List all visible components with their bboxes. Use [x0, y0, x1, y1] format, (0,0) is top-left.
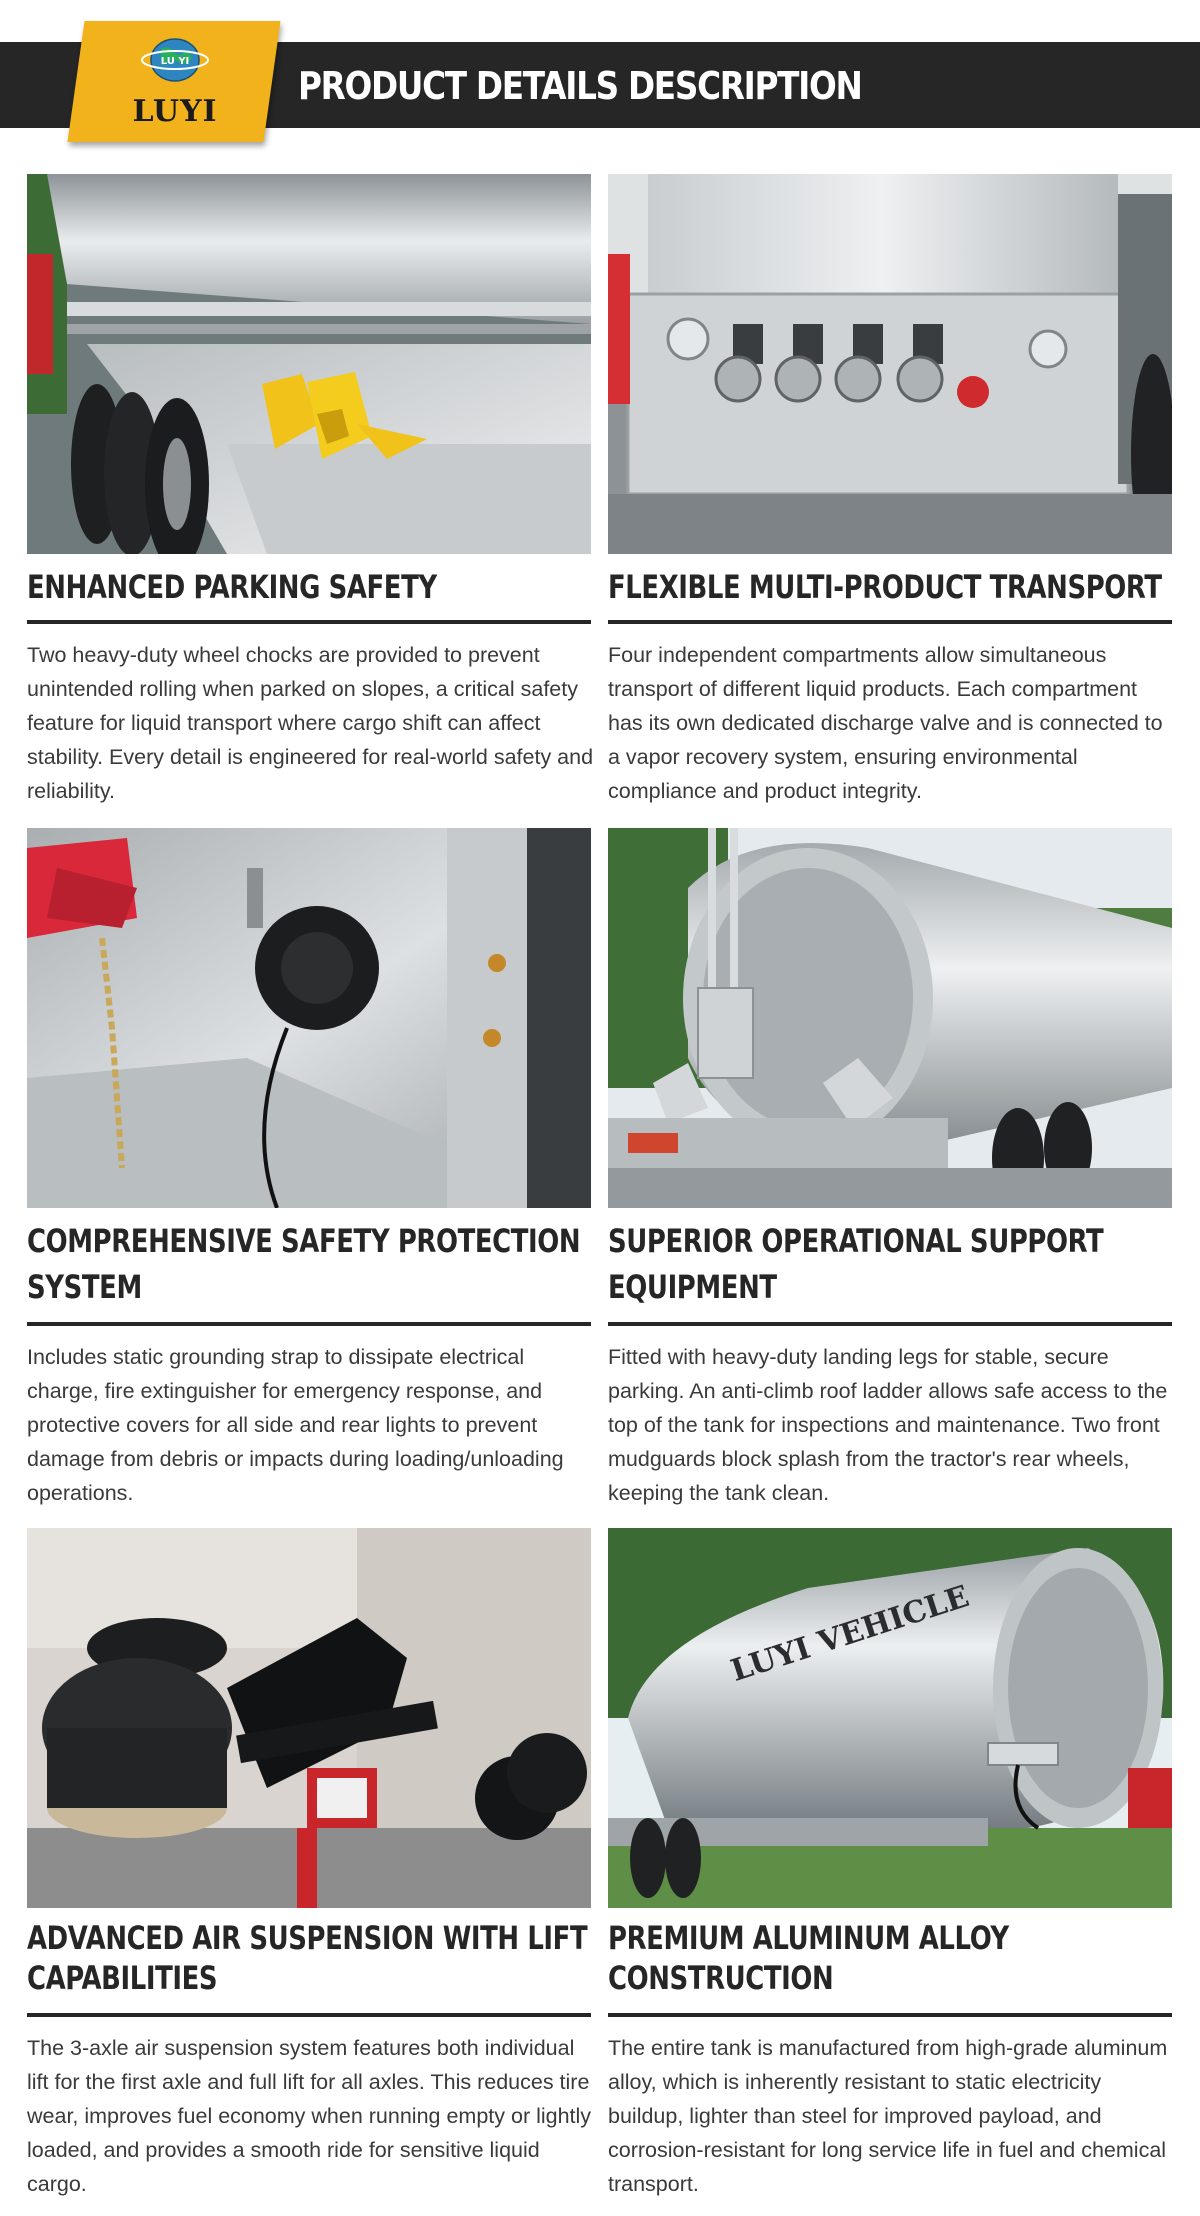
page-title: PRODUCT DETAILS DESCRIPTION — [298, 64, 862, 108]
feature-description: The entire tank is manufactured from high-grade aluminum alloy, which is inherently resistant to static electricity buildup, lighter than steel for improved payload, and corrosion-resistant for long service life in fuel and chemical transport. — [608, 2036, 1168, 2196]
globe-icon — [140, 34, 210, 86]
feature-description: Four independent compartments allow simultaneous transport of different liquid products. Each compartment has its own dedicated discharge valve and is connected to a vapor recovery system, ensuring environmental compliance and product integrity. — [608, 643, 1163, 803]
feature-panel-multi-product — [608, 174, 1172, 814]
logo-text: LUYI — [132, 94, 218, 129]
discharge-valves-photo — [608, 174, 1172, 554]
feature-panel-air-suspension — [27, 1528, 591, 2216]
feature-title: COMPREHENSIVE SAFETY PROTECTION SYSTEM — [27, 1222, 581, 1306]
title-divider — [608, 620, 1172, 624]
feature-panel-parking-safety — [27, 174, 594, 814]
feature-description: Fitted with heavy-duty landing legs for stable, secure parking. An anti-climb roof ladder allows safe access to the top of the tank for inspections and maintenance. Two front mudguards block splash from the tractor's rear wheels, keeping the tank clean. — [608, 1345, 1168, 1505]
feature-title: SUPERIOR OPERATIONAL SUPPORT EQUIPMENT — [608, 1222, 1104, 1306]
feature-panel-aluminum-construction — [608, 1528, 1172, 2216]
feature-title: ENHANCED PARKING SAFETY — [27, 568, 437, 606]
feature-panel-safety-protection — [27, 828, 591, 1508]
title-divider — [27, 620, 591, 624]
air-suspension-photo — [27, 1528, 591, 1908]
feature-description: Two heavy-duty wheel chocks are provided to prevent unintended rolling when parked on slopes, a critical safety feature for liquid transport where cargo shift can affect stability. Every detail is engineered for real-world safety and reliability. — [27, 643, 594, 803]
feature-description: The 3-axle air suspension system features both individual lift for the first axle and full lift for all axles. This reduces tire wear, improves fuel economy when running empty or lightly loaded, and provides a smooth ride for sensitive liquid cargo. — [27, 2036, 592, 2196]
feature-title: FLEXIBLE MULTI-PRODUCT TRANSPORT — [608, 568, 1162, 606]
aluminum-tank-photo — [608, 1528, 1172, 1908]
feature-title: PREMIUM ALUMINUM ALLOY CONSTRUCTION — [608, 1919, 1009, 1997]
rear-ladder-photo — [608, 828, 1172, 1208]
feature-panel-operational-support — [608, 828, 1172, 1508]
feature-title: ADVANCED AIR SUSPENSION WITH LIFT CAPABILITIES — [27, 1919, 588, 1997]
grounding-reel-photo — [27, 828, 591, 1208]
globe-label: LU YI — [160, 56, 190, 67]
feature-description: Includes static grounding strap to dissipate electrical charge, fire extinguisher for emergency response, and protective covers for all side and rear lights to prevent damage from debris or impacts during loading/unloading operations. — [27, 1345, 564, 1505]
title-divider — [608, 1322, 1172, 1326]
title-divider — [27, 1322, 591, 1326]
wheel-chocks-photo — [27, 174, 591, 554]
title-divider — [608, 2013, 1172, 2017]
title-divider — [27, 2013, 591, 2017]
tank-lettering: LUYI VEHICLE — [726, 1579, 974, 1689]
